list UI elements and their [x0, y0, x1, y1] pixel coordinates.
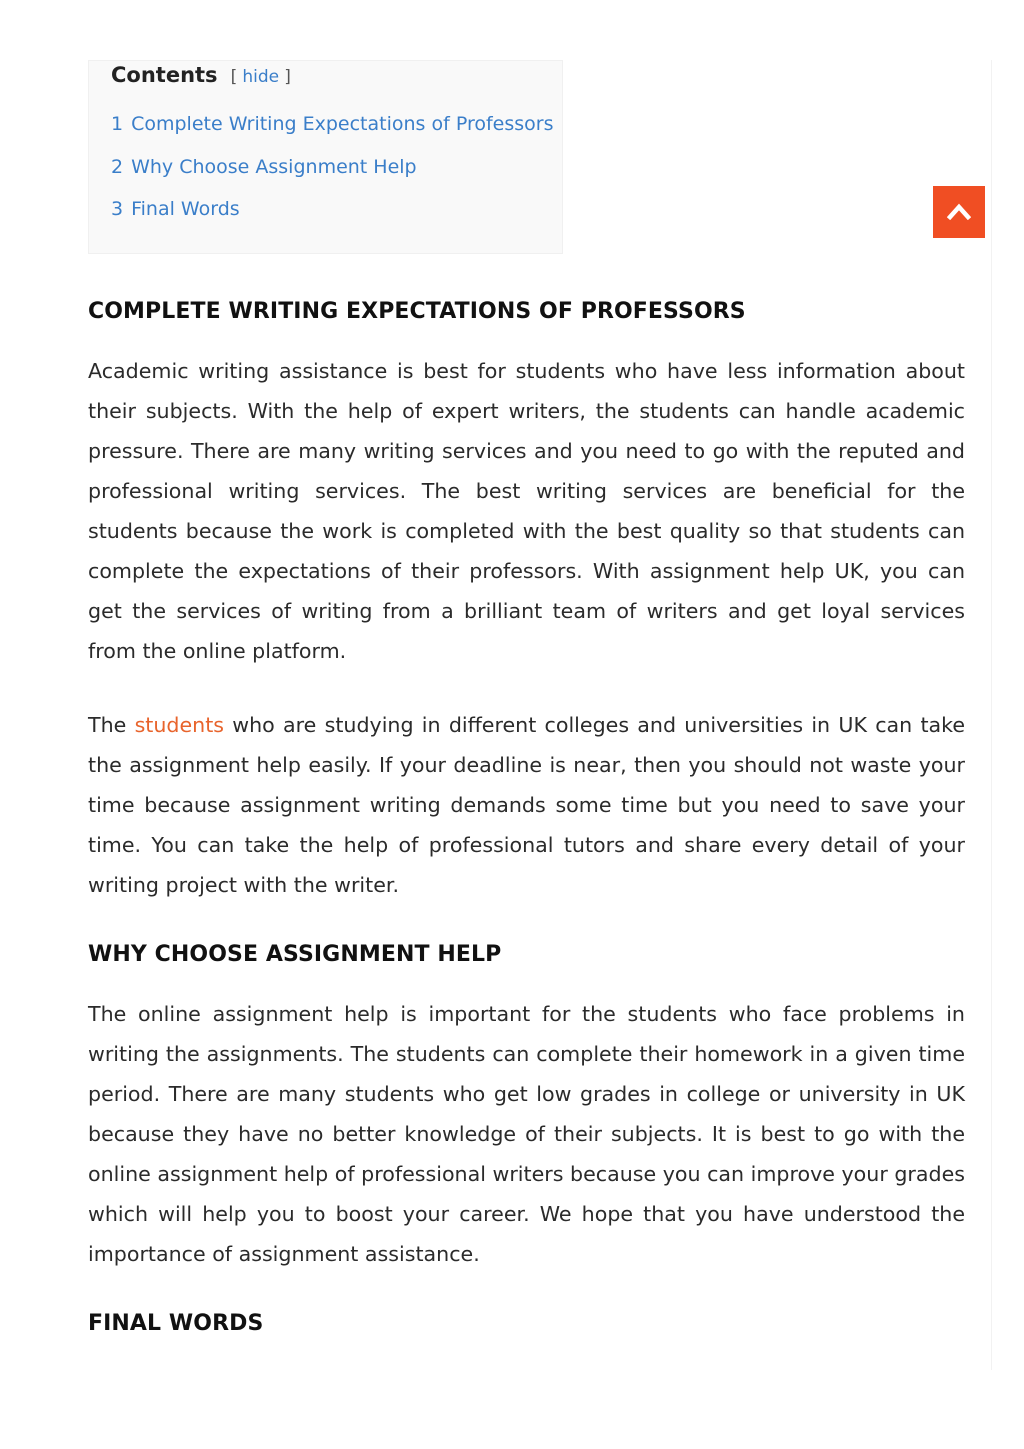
- students-link[interactable]: students: [134, 713, 225, 737]
- toc-header: [111, 63, 291, 87]
- table-of-contents: [88, 60, 563, 254]
- toc-item-label: Final Words: [131, 198, 240, 220]
- toc-item-label: Why Choose Assignment Help: [131, 156, 417, 178]
- toc-bracket-close: ]: [284, 67, 291, 87]
- toc-item-2[interactable]: [111, 156, 417, 178]
- toc-item-label: Complete Writing Expectations of Professors: [131, 113, 554, 135]
- section-heading-why-choose: WHY CHOOSE ASSIGNMENT HELP: [88, 942, 502, 967]
- content-right-border: [991, 60, 992, 1370]
- paragraph-text: The: [88, 713, 135, 737]
- chevron-up-icon: [947, 202, 971, 220]
- paragraph-students: [88, 705, 965, 905]
- toc-item-number: 1: [111, 113, 124, 135]
- toc-bracket-open: [: [230, 67, 238, 87]
- toc-item-number: 3: [111, 198, 124, 220]
- scroll-to-top-button[interactable]: [933, 186, 985, 238]
- section-heading-final-words: FINAL WORDS: [88, 1311, 264, 1336]
- toc-item-1[interactable]: [111, 113, 553, 135]
- toc-hide-link[interactable]: hide: [242, 67, 280, 87]
- paragraph-why-choose: The online assignment help is important for the students who face problems in writing the assignments. The students can complete their homework in a given time period. There are many students who get low grades in college or university in UK because they have no better knowledge of their subjects. It is best to go with the online assignment help of professional writers because you can improve your grades which will help you to boost your career. We hope that you have understood the importance of assignment assistance.: [88, 1002, 965, 1266]
- toc-item-3[interactable]: [111, 198, 240, 220]
- toc-item-number: 2: [111, 156, 124, 178]
- paragraph-writing-expectations: Academic writing assistance is best for students who have less information about their subjects. With the help of expert writers, the students can handle academic pressure. There are many writing services and you need to go with the reputed and professional writing services. The best writing services are beneficial for the students because the work is completed with the best quality so that students can complete the expectations of their professors. With assignment help UK, you can get the services of writing from a brilliant team of writers and get loyal services from the online platform.: [88, 359, 965, 663]
- paragraph-text: who are studying in different colleges and universities in UK can take the assignment help easily. If your deadline is near, then you should not waste your time because assignment writing demands some time but you need to save your time. You can take the help of professional tutors and share every detail of your writing project with the writer.: [88, 713, 965, 897]
- section-heading-writing-expectations: COMPLETE WRITING EXPECTATIONS OF PROFESSORS: [88, 299, 746, 324]
- toc-title: Contents: [111, 63, 218, 87]
